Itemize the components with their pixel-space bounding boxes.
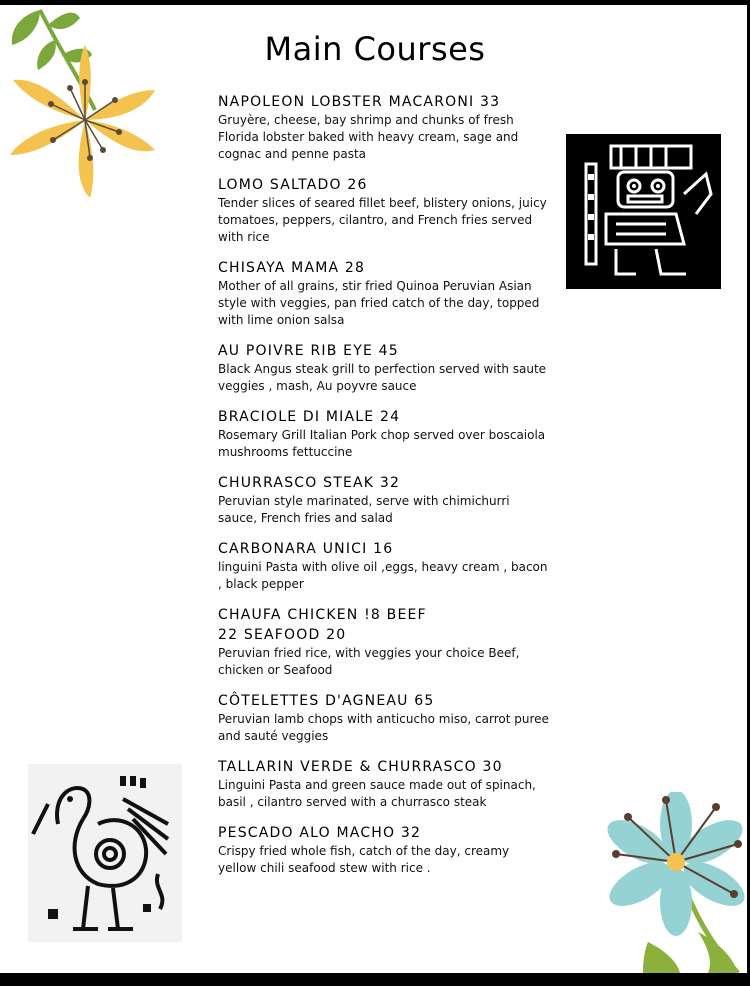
dish-name: TALLARIN VERDE & CHURRASCO 30 [218, 759, 503, 775]
heron-illustration [28, 764, 182, 942]
menu-item [218, 539, 550, 593]
dish-name: CHISAYA MAMA 28 [218, 260, 366, 276]
menu-list [218, 92, 550, 889]
menu-item [218, 175, 550, 246]
menu-item [218, 823, 550, 877]
menu-item [218, 757, 550, 811]
dish-name: CHURRASCO STEAK 32 [218, 475, 401, 491]
dish-description: Linguini Pasta and green sauce made out of spinach, basil , cilantro served with a churrasco steak [218, 778, 536, 809]
dish-name: NAPOLEON LOBSTER MACARONI 33 [218, 94, 501, 110]
dish-name: AU POIVRE RIB EYE 45 [218, 343, 399, 359]
page-title: Main Courses [264, 30, 486, 68]
dish-name: CÔTELETTES D'AGNEAU 65 [218, 693, 435, 709]
dish-description: Peruvian style marinated, serve with chimichurri sauce, French fries and salad [218, 494, 510, 525]
blue-flower-illustration [588, 792, 750, 973]
bottom-border [0, 973, 750, 986]
menu-item [218, 691, 550, 745]
dish-description: Crispy fried whole fish, catch of the day, creamy yellow chili seafood stew with rice . [218, 844, 510, 875]
menu-item [218, 341, 550, 395]
menu-item [218, 258, 550, 329]
dish-name: LOMO SALTADO 26 [218, 177, 368, 193]
dish-name: CARBONARA UNICI 16 [218, 541, 394, 557]
dish-description: Rosemary Grill Italian Pork chop served over boscaiola mushrooms fettuccine [218, 428, 546, 459]
menu-item [218, 473, 550, 527]
dish-name: BRACIOLE DI MIALE 24 [218, 409, 401, 425]
andean-figure-illustration [566, 134, 721, 289]
menu-item [218, 605, 550, 679]
dish-description: Black Angus steak grill to perfection served with saute veggies , mash, Au poyvre sauce [218, 362, 547, 393]
dish-description: Tender slices of seared fillet beef, blistery onions, juicy tomatoes, peppers, cilantro, and French fries served with rice [218, 196, 547, 244]
dish-description: Mother of all grains, stir fried Quinoa Peruvian Asian style with veggies, pan fried catch of the day, topped with lime onion salsa [218, 279, 540, 327]
dish-description: Peruvian lamb chops with anticucho miso, carrot puree and sauté veggies [218, 712, 549, 743]
dish-description: Gruyère, cheese, bay shrimp and chunks of fresh Florida lobster baked with heavy cream, sage and cognac and penne pasta [218, 113, 519, 161]
dish-name: PESCADO ALO MACHO 32 [218, 825, 422, 841]
menu-item [218, 92, 550, 163]
menu-item [218, 407, 550, 461]
dish-name: CHAUFA CHICKEN !8 BEEF 22 SEAFOOD 20 [218, 607, 427, 643]
dish-description: linguini Pasta with olive oil ,eggs, heavy cream , bacon , black pepper [218, 560, 548, 591]
dish-description: Peruvian fried rice, with veggies your choice Beef, chicken or Seafood [218, 646, 520, 677]
